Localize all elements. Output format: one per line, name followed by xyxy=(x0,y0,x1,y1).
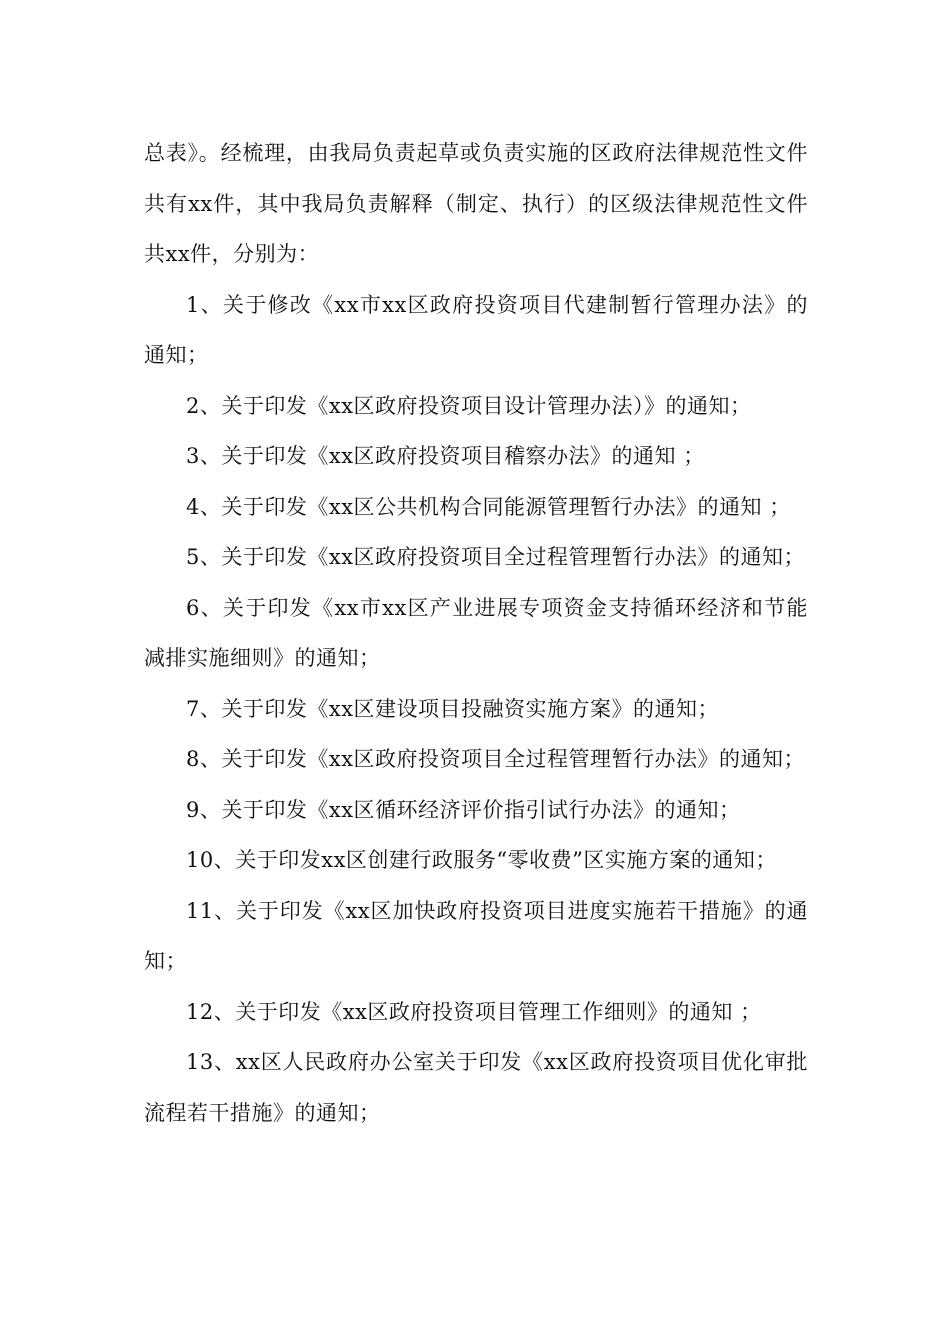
list-item: 6、关于印发《xx市xx区产业进展专项资金支持循环经济和节能减排实施细则》的通知； xyxy=(144,595,808,670)
list-item: 7、关于印发《xx区建设项目投融资实施方案》的通知； xyxy=(186,696,720,721)
list-item: 9、关于印发《xx区循环经济评价指引试行办法》的通知； xyxy=(186,797,741,822)
list-item: 3、关于印发《xx区政府投资项目稽察办法》的通知 ； xyxy=(186,444,705,468)
list-item: 8、关于印发《xx区政府投资项目全过程管理暂行办法》的通知； xyxy=(186,747,806,771)
intro-paragraph: 总表》。经梳理，由我局负责起草或负责实施的区政府法律规范性文件共有xx件，其中我局负责解释（制定、执行）的区级法律规范性文件共xx件，分别为： xyxy=(144,141,808,266)
list-item: 10、关于印发xx区创建行政服务“零收费”区实施方案的通知； xyxy=(186,848,777,872)
list-item: 2、关于印发《xx区政府投资项目设计管理办法）》的通知； xyxy=(186,393,752,418)
list-item: 13、xx区人民政府办公室关于印发《xx区政府投资项目优化审批流程若干措施》的通知； xyxy=(144,1050,808,1125)
list-item: 4、关于印发《xx区公共机构合同能源管理暂行办法》的通知 ； xyxy=(186,494,791,519)
list-item: 11、关于印发《xx区加快政府投资项目进度实施若干措施》的通知； xyxy=(144,898,808,973)
document-body xyxy=(144,128,808,1138)
list-item: 5、关于印发《xx区政府投资项目全过程管理暂行办法》的通知； xyxy=(186,545,806,569)
list-item: 12、关于印发《xx区政府投资项目管理工作细则》的通知 ； xyxy=(186,999,762,1024)
list-item: 1、关于修改《xx市xx区政府投资项目代建制暂行管理办法》的通知； xyxy=(144,292,808,367)
